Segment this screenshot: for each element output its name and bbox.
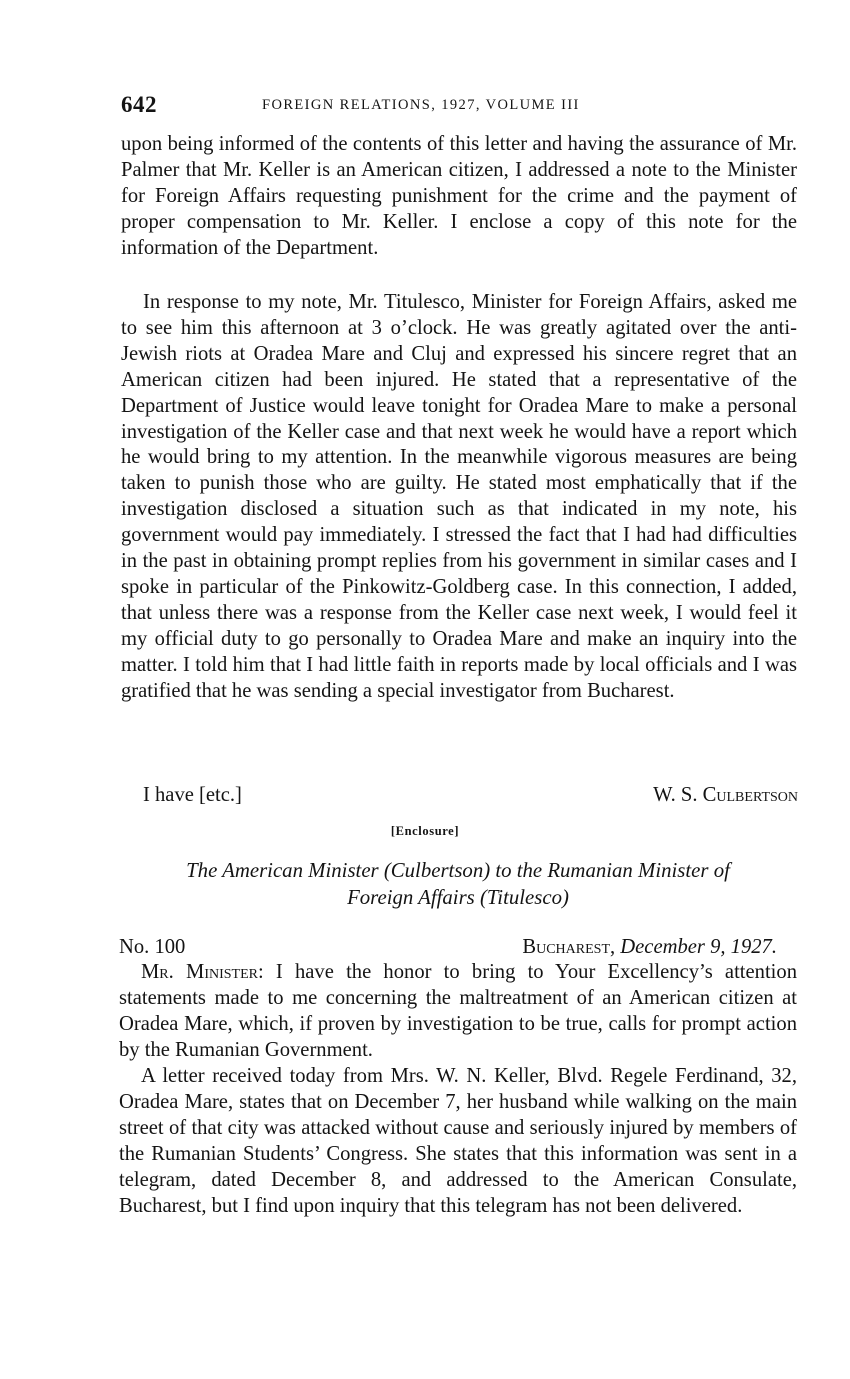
page-number: 642 (121, 92, 157, 117)
running-head (121, 92, 801, 120)
enclosure-title (116, 858, 800, 911)
paragraph-text: In response to my note, Mr. Titulesco, Minister for Foreign Affairs, asked me to see him this afternoon at 3 o’clock. He was greatly agitated over the anti-Jewish riots at Oradea Mare and Cluj and expressed his sincere regret that an American citizen had been injured. He stated that a representative of the Department of Justice would leave tonight for Oradea Mare to make a personal investigation of the Keller case and that next week he would have a report which he would bring to my attention. In the meanwhile vigorous measures are being taken to punish those who are guilty. He stated most emphatically that if the investigation disclosed a situation such as that indicated in my note, his government would pay immediately. I stressed the fact that I had had difficulties in the past in obtaining prompt replies from his government in similar cases and I spoke in particular of the Pinkowitz-Goldberg case. In this connection, I added, that unless there was a response from the Keller case next week, I would feel it my official duty to go personally to Oradea Mare and make an inquiry into the matter. I told him that I had little faith in reports made by local officials and I was gratified that he was sending a special investigator from Bucharest. (121, 291, 797, 702)
letter-paragraph-continued (121, 132, 797, 262)
enclosure-label: [Enclosure] (390, 824, 460, 838)
paragraph-text (119, 960, 797, 1064)
enclosure-title-line-1: The American Minister (Culbertson) to the Rumanian Minister of (186, 859, 730, 882)
paragraph-body: I have the honor to bring to Your Excellency’s attention statements made to me concerning the maltreatment of an American citizen at Oradea Mare, which, if proven by investigation to be true, calls for prompt action by the Rumanian Government. (119, 961, 797, 1061)
document-number: No. 100 (119, 936, 186, 958)
complimentary-close: I have [etc.] (143, 784, 242, 806)
place: Bucharest, (522, 936, 616, 958)
paragraph-text: A letter received today from Mrs. W. N. Keller, Blvd. Regele Ferdinand, 32, Oradea Mare, states that on December 7, her husband while walking on the main street of that city was attacked without cause and seriously injured by members of the Rumanian Students’ Congress. She states that this information was sent in a telegram, dated December 8, and addressed to the American Consulate, Bucharest, but I find upon inquiry that this telegram has not been delivered. (119, 1065, 797, 1217)
paragraph-text: upon being informed of the contents of this letter and having the assurance of Mr. Palmer that Mr. Keller is an American citizen, I addressed a note to the Minister for Foreign Affairs requesting punishment for the crime and the payment of proper compensation to Mr. Keller. I enclose a copy of this note for the information of the Department. (121, 133, 797, 259)
salutation: Mr. Minister: (141, 961, 264, 983)
dateline (119, 934, 777, 960)
letter-closing (143, 782, 798, 808)
enclosure-paragraph-1 (119, 960, 797, 1064)
enclosure-title-line-2: Foreign Affairs (Titulesco) (347, 885, 569, 909)
place-and-date (522, 934, 777, 960)
enclosure-paragraph-2 (119, 1064, 797, 1219)
running-title: FOREIGN RELATIONS, 1927, VOLUME III (262, 97, 580, 113)
date: December 9, 1927. (620, 936, 777, 958)
letter-paragraph-response (121, 290, 797, 705)
signature: W. S. Culbertson (653, 784, 798, 806)
